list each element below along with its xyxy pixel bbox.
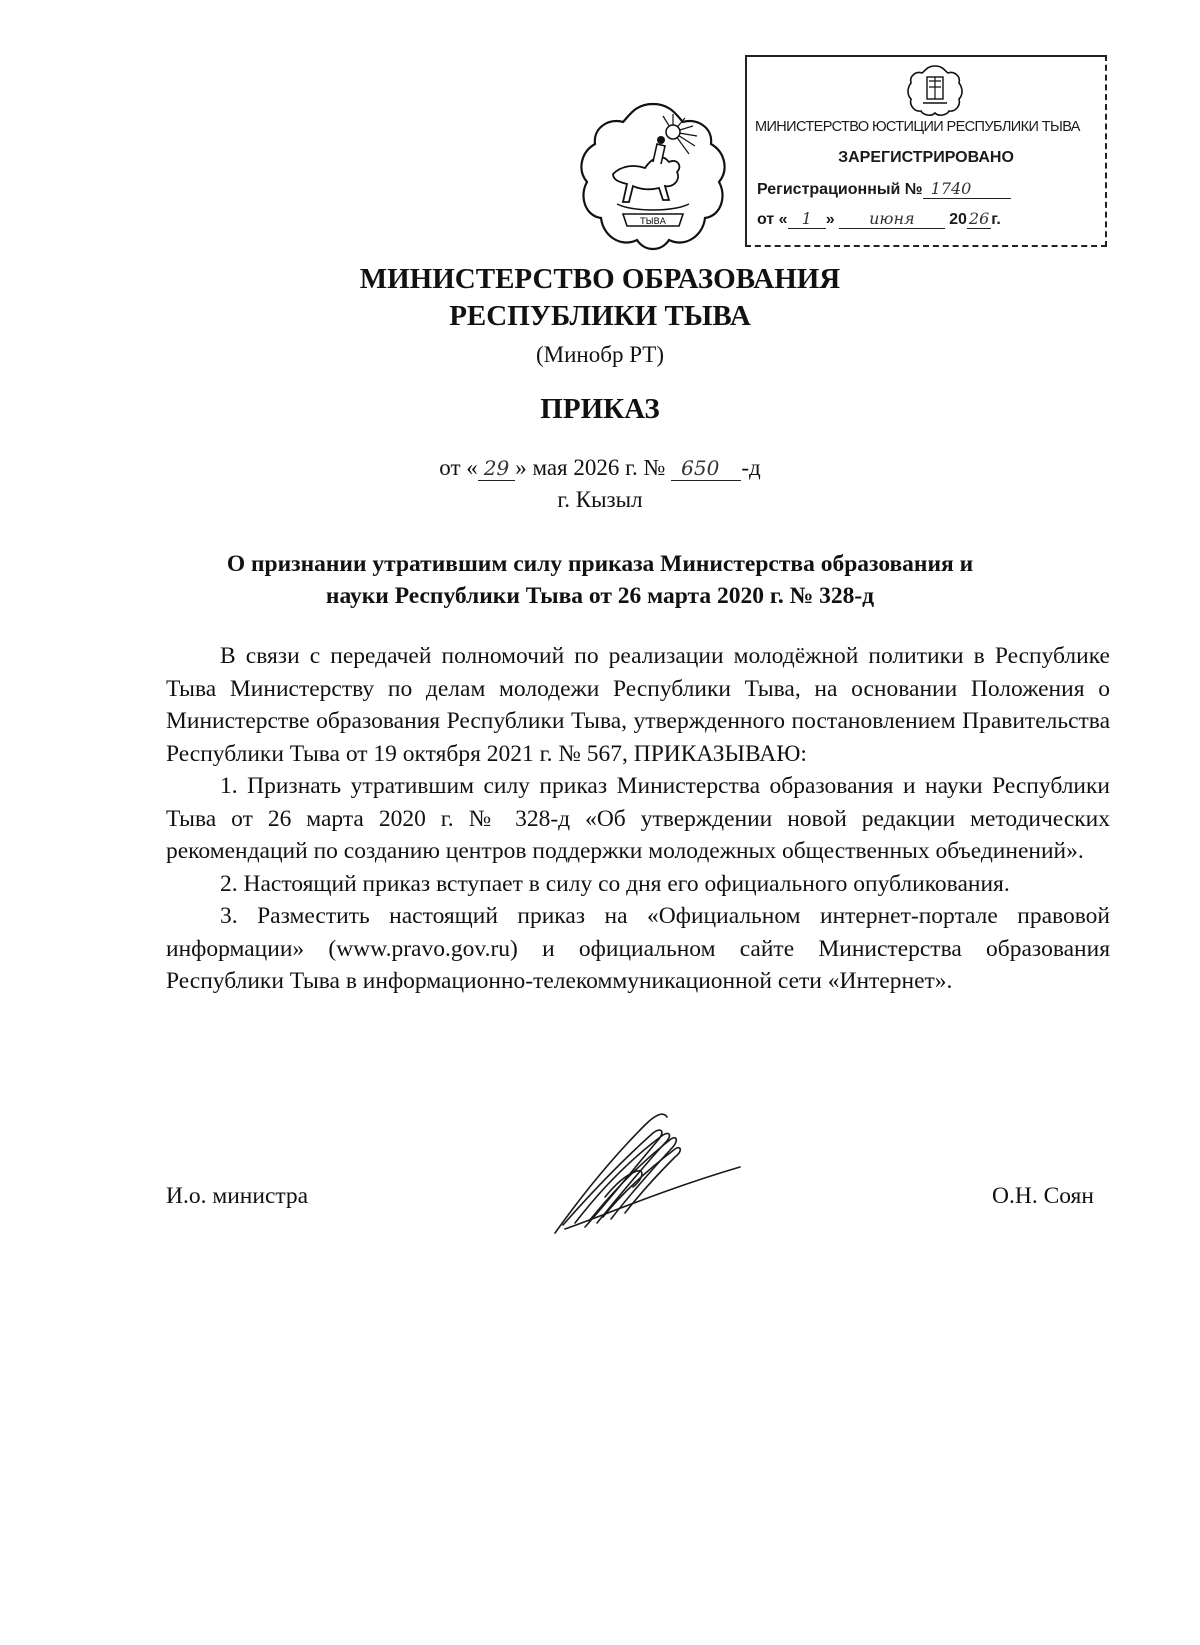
handwritten-signature [545, 1105, 785, 1245]
ministry-title-line2: РЕСПУБЛИКИ ТЫВА [449, 300, 751, 332]
order-preamble: В связи с передачей полномочий по реализации молодёжной политики в Республике Тыва Министерству по делам молодежи Республики Тыва, на основании Положения о Министерстве образования Республики Тыва, утвержденного постановлением Правительства Республики Тыва от 19 октября 2021 г. № 567, ПРИКАЗЫВАЮ: [166, 643, 1110, 767]
emblem-label: ТЫВА [640, 217, 666, 227]
order-item-3: 3. Разместить настоящий приказ на «Официальном интернет-портале правовой информации» (www.pravo.gov.ru) и официальном сайте Министерства образования Республики Тыва в информационно-телекоммуникационной сети «Интернет». [166, 903, 1110, 994]
coat-of-arms-icon [573, 96, 733, 256]
order-number-suffix: -д [741, 455, 761, 480]
order-date-line [0, 455, 1200, 481]
order-date-prefix: от « [439, 455, 478, 480]
ministry-title-line1: МИНИСТЕРСТВО ОБРАЗОВАНИЯ [359, 263, 841, 295]
signatory-name: О.Н. Соян [992, 1183, 1094, 1209]
signatory-position: И.о. министра [166, 1183, 309, 1209]
order-number: 650 [671, 456, 741, 481]
order-day: 29 [478, 456, 515, 481]
stamp-registration-number-row [757, 179, 1011, 199]
order-item-2: 2. Настоящий приказ вступает в силу со дня его официального опубликования. [220, 870, 1010, 897]
stamp-reg-number: 1740 [923, 179, 1012, 199]
order-city: г. Кызыл [557, 487, 643, 512]
document-type-heading: ПРИКАЗ [540, 393, 660, 425]
order-body [166, 640, 1110, 998]
stamp-date-prefix: от « [757, 211, 788, 228]
order-date-middle: » мая 2026 г. № [515, 455, 666, 480]
order-subject-line1: О признании утратившим силу приказа Министерства образования и [226, 551, 974, 577]
stamp-day: 1 [788, 209, 826, 229]
stamp-reg-label: Регистрационный № [757, 181, 923, 198]
order-subject [0, 548, 1200, 612]
stamp-registered-label: ЗАРЕГИСТРИРОВАНО [838, 149, 1014, 166]
justice-ministry-emblem-icon [907, 63, 963, 117]
stamp-date-row [757, 209, 1001, 229]
order-item-1: 1. Признать утратившим силу приказ Министерства образования и науки Республики Тыва от 26 марта 2020 г. № 328-д «Об утверждении новой редакции методических рекомендаций по созданию центров поддержки молодежных общественных объединений». [166, 773, 1110, 864]
stamp-month: июня [839, 209, 945, 229]
stamp-day-close: » [825, 211, 835, 228]
stamp-year-prefix: 20 [949, 211, 967, 228]
ministry-abbreviation: (Минобр РТ) [536, 342, 664, 367]
stamp-ministry-name: МИНИСТЕРСТВО ЮСТИЦИИ РЕСПУБЛИКИ ТЫВА [755, 119, 1080, 135]
stamp-year-suffix: 26 [968, 209, 990, 228]
stamp-year-end: г. [991, 211, 1001, 228]
registration-stamp [745, 55, 1107, 247]
order-subject-line2: науки Республики Тыва от 26 марта 2020 г. № 328-д [325, 583, 875, 609]
